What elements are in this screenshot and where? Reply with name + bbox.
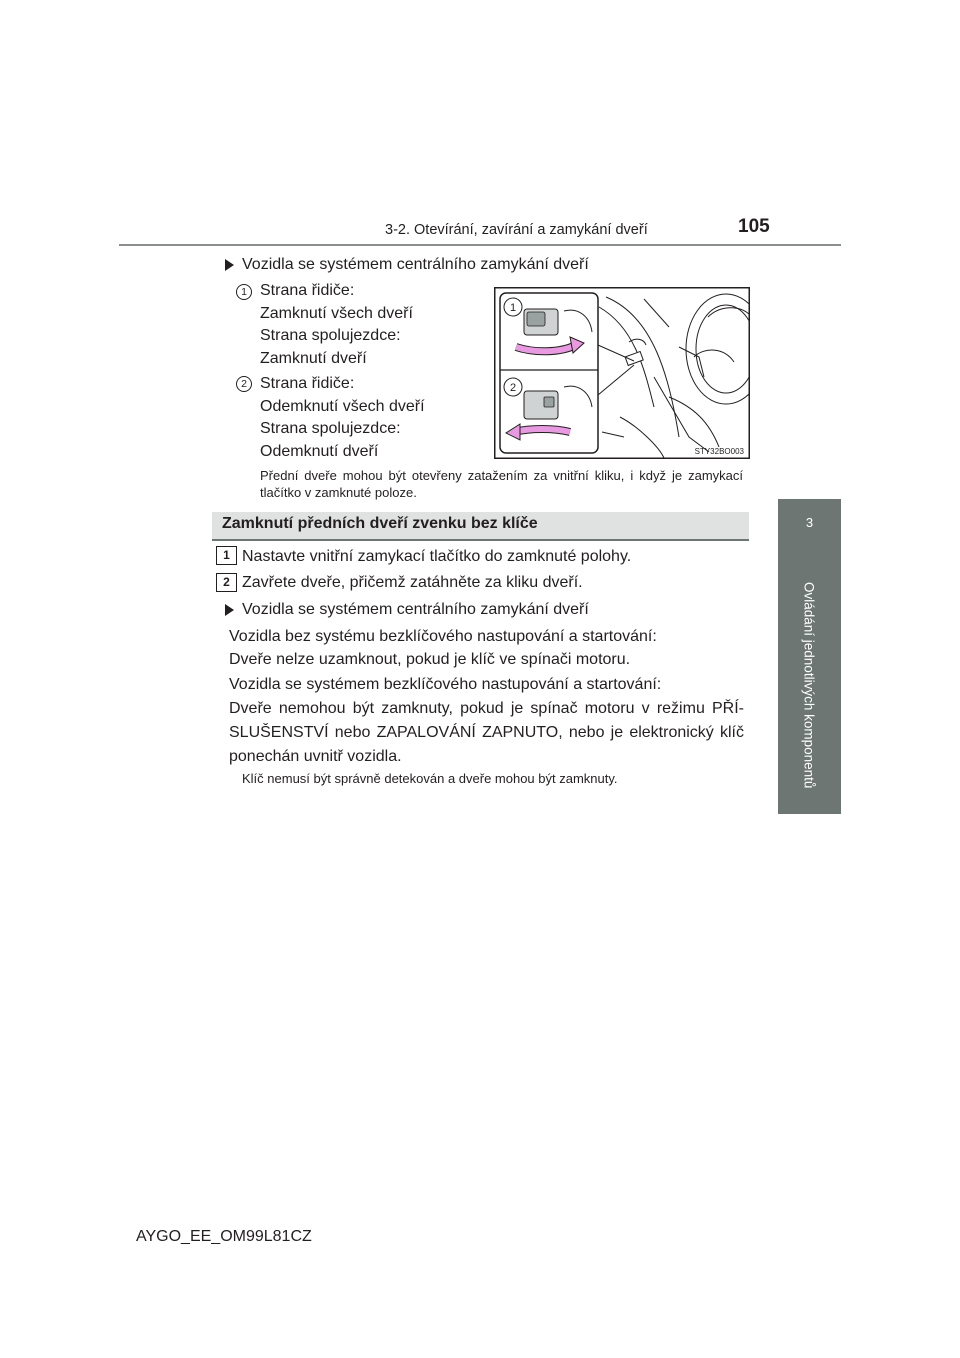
- section-title-rule: [212, 539, 749, 541]
- section-header: 3-2. Otevírání, zavírání a zamykání dveří: [385, 222, 648, 238]
- item-2-line: Odemknutí všech dveří: [260, 397, 425, 415]
- step-2-text: Zavřete dveře, přičemž zatáhněte za kliku dveří.: [242, 574, 583, 591]
- note-interior-handle: Přední dveře mohou být otevřeny zatažením za vnitřní kliku, i když je zamykací tlačítko v zamknuté poloze.: [260, 468, 743, 500]
- item-1-text: [260, 280, 413, 370]
- door-lock-switch-illustration: [494, 287, 750, 459]
- document-code: AYGO_EE_OM99L81CZ: [136, 1228, 312, 1245]
- item-1-line: Strana řidiče:: [260, 282, 355, 299]
- chapter-number: 3: [805, 515, 814, 530]
- figure-code: STY32BO003: [694, 447, 744, 456]
- step-number-2: 2: [216, 573, 237, 592]
- item-1-line: Zamknutí dveří: [260, 349, 367, 367]
- note-key-detection: Klíč nemusí být správně detekován a dveře mohou být zamknuty.: [242, 771, 618, 786]
- item-2-text: [260, 373, 425, 463]
- item-1-line: Zamknutí všech dveří: [260, 304, 413, 322]
- subheading-central-locking: Vozidla se systémem centrálního zamykání dveří: [242, 256, 589, 273]
- chapter-title: Ovládání jednotlivých komponentů: [801, 582, 817, 789]
- step-number-1: 1: [216, 546, 237, 565]
- item-2-line: Strana spolujezdce:: [260, 420, 401, 437]
- item-1-line: Strana spolujezdce:: [260, 327, 401, 344]
- item-2-line: Odemknutí dveří: [260, 442, 379, 460]
- paragraph-keyless-present: [229, 674, 744, 769]
- subheading-central-locking-2: Vozidla se systémem centrálního zamykání dveří: [242, 601, 589, 618]
- item-2-line: Strana řidiče:: [260, 375, 355, 392]
- section-title: Zamknutí předních dveří zvenku bez klíče: [222, 515, 538, 532]
- paragraph-body: Dveře nemohou být zamknuty, pokud je spínač motoru v režimu PŘÍ-SLUŠENSTVÍ nebo ZAPALOVÁNÍ ZAPNUTO, nebo je elektronický klíč ponechán uvnitř vozidla.: [229, 699, 744, 765]
- triangle-bullet-icon: [225, 604, 234, 616]
- page-number: 105: [738, 216, 770, 237]
- circled-number-1: 1: [236, 284, 252, 300]
- paragraph-line: Vozidla bez systému bezklíčového nastupování a startování:: [229, 628, 657, 645]
- circled-number-2: 2: [236, 376, 252, 392]
- figure-label-2: 2: [509, 382, 517, 394]
- header-divider: [119, 244, 841, 246]
- step-1-text: Nastavte vnitřní zamykací tlačítko do zamknuté polohy.: [242, 548, 632, 565]
- paragraph-keyless-absent: [229, 626, 657, 671]
- paragraph-line: Vozidla se systémem bezklíčového nastupování a startování:: [229, 676, 662, 693]
- figure-label-1: 1: [509, 302, 517, 314]
- paragraph-line: Dveře nelze uzamknout, pokud je klíč ve spínači motoru.: [229, 650, 631, 668]
- triangle-bullet-icon: [225, 259, 234, 271]
- chapter-title-container: [777, 563, 841, 808]
